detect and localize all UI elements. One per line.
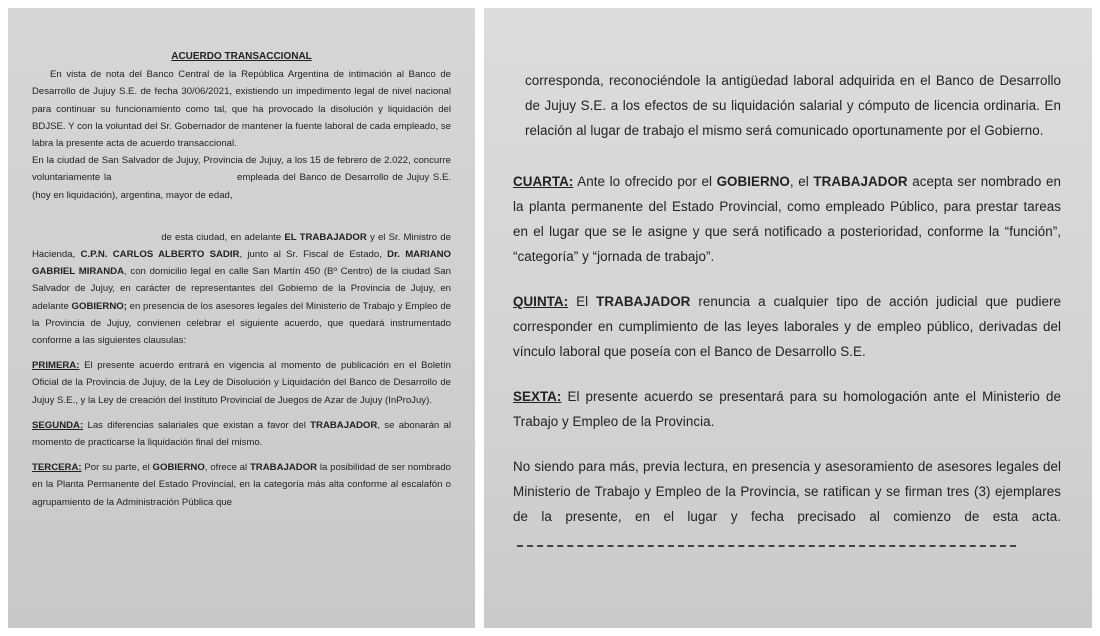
gobierno-term: GOBIERNO — [716, 174, 790, 189]
clause-quinta-text-b: renuncia a cualquier tipo de acción judicial que pudiere corresponder en cumplimiento de las leyes laborales y de empleo público, derivadas del vínculo laboral que poseía con el Banco de Desarrollo S.E. — [513, 294, 1062, 359]
gobierno-term: GOBIERNO; — [71, 300, 127, 312]
clause-tercera-label: TERCERA: — [32, 462, 82, 474]
page-divider — [475, 0, 484, 636]
clause-tercera-continuation: corresponda, reconociéndole la antigüedad laboral adquirida en el Banco de Desarrollo de Jujuy S.E. a los efectos de su liquidación salarial y cómputo de licencia ordinaria. En relación al lugar de trabajo el mismo será comunicado oportunamente por el Gobierno. — [525, 73, 1061, 138]
parties-text-b: y el Sr. Ministro de Hacienda, — [32, 231, 451, 261]
clause-sexta-label: SEXTA: — [513, 389, 562, 404]
document-title: ACUERDO TRANSACCIONAL — [171, 51, 312, 62]
clause-primera-label: PRIMERA: — [32, 360, 80, 372]
clause-sexta-text: El presente acuerdo se presentará para su homologación ante el Ministerio de Trabajo y Empleo de la Provincia. — [513, 389, 1061, 429]
location-text-b: empleada del Banco de Desarrollo de Jujuy S.E. (hoy en liquidación), argentina, mayor de edad, — [32, 172, 452, 201]
trabajador-term: TRABAJADOR — [310, 419, 378, 431]
ministro-name: C.P.N. CARLOS ALBERTO SADIR — [80, 249, 240, 261]
clause-segunda-label: SEGUNDA: — [32, 419, 84, 431]
clause-cuarta-label: CUARTA: — [513, 174, 574, 189]
parties-text-c: , junto al Sr. Fiscal de Estado, — [239, 249, 382, 261]
redacted-line — [32, 204, 451, 221]
location-paragraph — [32, 152, 451, 204]
clause-tercera — [32, 459, 451, 511]
clause-segunda-text-b: , se abonarán al momento de practicarse la liquidación final del mismo. — [32, 419, 452, 449]
clause-cuarta-text-b: , el — [789, 174, 809, 189]
clause-primera-text: El presente acuerdo entrará en vigencia al momento de publicación en el Boletín Oficial de la Provincia de Jujuy, de la Ley de Disolución y Liquidación del Banco de Desarrollo de Jujuy S.E., y la Ley de creación del Instituto Provincial de Juegos de Azar de Jujuy (InProJuy). — [32, 360, 451, 406]
clause-cuarta — [513, 169, 1061, 269]
document-page-left — [8, 8, 475, 628]
clause-segunda — [32, 417, 451, 451]
right-page-content — [513, 68, 1061, 554]
trabajador-term: TRABAJADOR — [596, 294, 691, 309]
parties-paragraph — [32, 229, 451, 349]
clause-quinta-text-a: El — [576, 294, 589, 309]
clause-primera — [32, 357, 451, 409]
parties-text-a: de esta ciudad, en adelante — [161, 231, 282, 243]
clause-tercera-text-c: la posibilidad de ser nombrado en la Planta Permanente del Estado Provincial, en la categoría más alta conforme al escalafón o agrupamiento de la Administración Pública que — [32, 462, 451, 508]
clause-quinta-label: QUINTA: — [513, 294, 569, 309]
clause-cuarta-text-c: acepta ser nombrado en la planta permanente del Estado Provincial, como empleado Público, para prestar tareas en el lugar que se le asigne y que será notificado a posterioridad, conforme la “función”, “categoría” y “jornada de trabajo”. — [513, 174, 1061, 264]
trabajador-term: TRABAJADOR — [249, 462, 318, 474]
clause-segunda-text-a: Las diferencias salariales que existan a favor del — [87, 419, 306, 431]
parties-text-e: en presencia de los asesores legales del Ministerio de Trabajo y Empleo de la Provincia de Jujuy, convienen celebrar el siguiente acuerdo, que quedará instrumentado conforme a las siguientes clausulas: — [32, 300, 452, 347]
clause-tercera-text-b: , ofrece al — [204, 462, 248, 474]
dashed-fill-line — [517, 538, 1016, 547]
trabajador-term: TRABAJADOR — [813, 174, 908, 189]
gobierno-term: GOBIERNO — [152, 462, 205, 474]
clause-quinta — [513, 289, 1061, 364]
parties-text-d: , con domicilio legal en calle San Martín 450 (Bº Centro) de la ciudad San Salvador de Jujuy, en carácter de representantes del Gobierno de la Provincia de Jujuy, en adelante — [32, 266, 451, 312]
fiscal-name: Dr. MARIANO GABRIEL MIRANDA — [32, 249, 452, 278]
clause-tercera-text-a: Por su parte, el — [84, 462, 150, 474]
location-text-a: En la ciudad de San Salvador de Jujuy, Provincia de Jujuy, a los 15 de febrero de 2.022, concurre voluntariamente la — [32, 155, 451, 184]
el-trabajador-term: EL TRABAJADOR — [284, 231, 367, 243]
closing-paragraph — [513, 454, 1061, 554]
left-page-content — [32, 48, 451, 511]
clause-cuarta-text-a: Ante lo ofrecido por el — [577, 174, 712, 189]
clause-sexta — [513, 384, 1061, 434]
intro-paragraph: En vista de nota del Banco Central de la República Argentina de intimación al Banco de Desarrollo de Jujuy S.E. de fecha 30/06/2021, existiendo un impedimento legal de nivel nacional para continuar su funcionamiento como tal, que ha provocado la disolución y liquidación del BDJSE. Y con la voluntad del Sr. Gobernador de mantener la fuente laboral de cada empleado, se labra la presente acta de acuerdo transaccional. — [32, 69, 451, 150]
document-page-right — [484, 8, 1092, 628]
closing-text: No siendo para más, previa lectura, en presencia y asesoramiento de asesores legales del Ministerio de Trabajo y Empleo de la Provincia, se ratifican y se firman tres (3) ejemplares de la presente, en el lugar y fecha precisado al comienzo de esta acta. — [513, 459, 1061, 524]
